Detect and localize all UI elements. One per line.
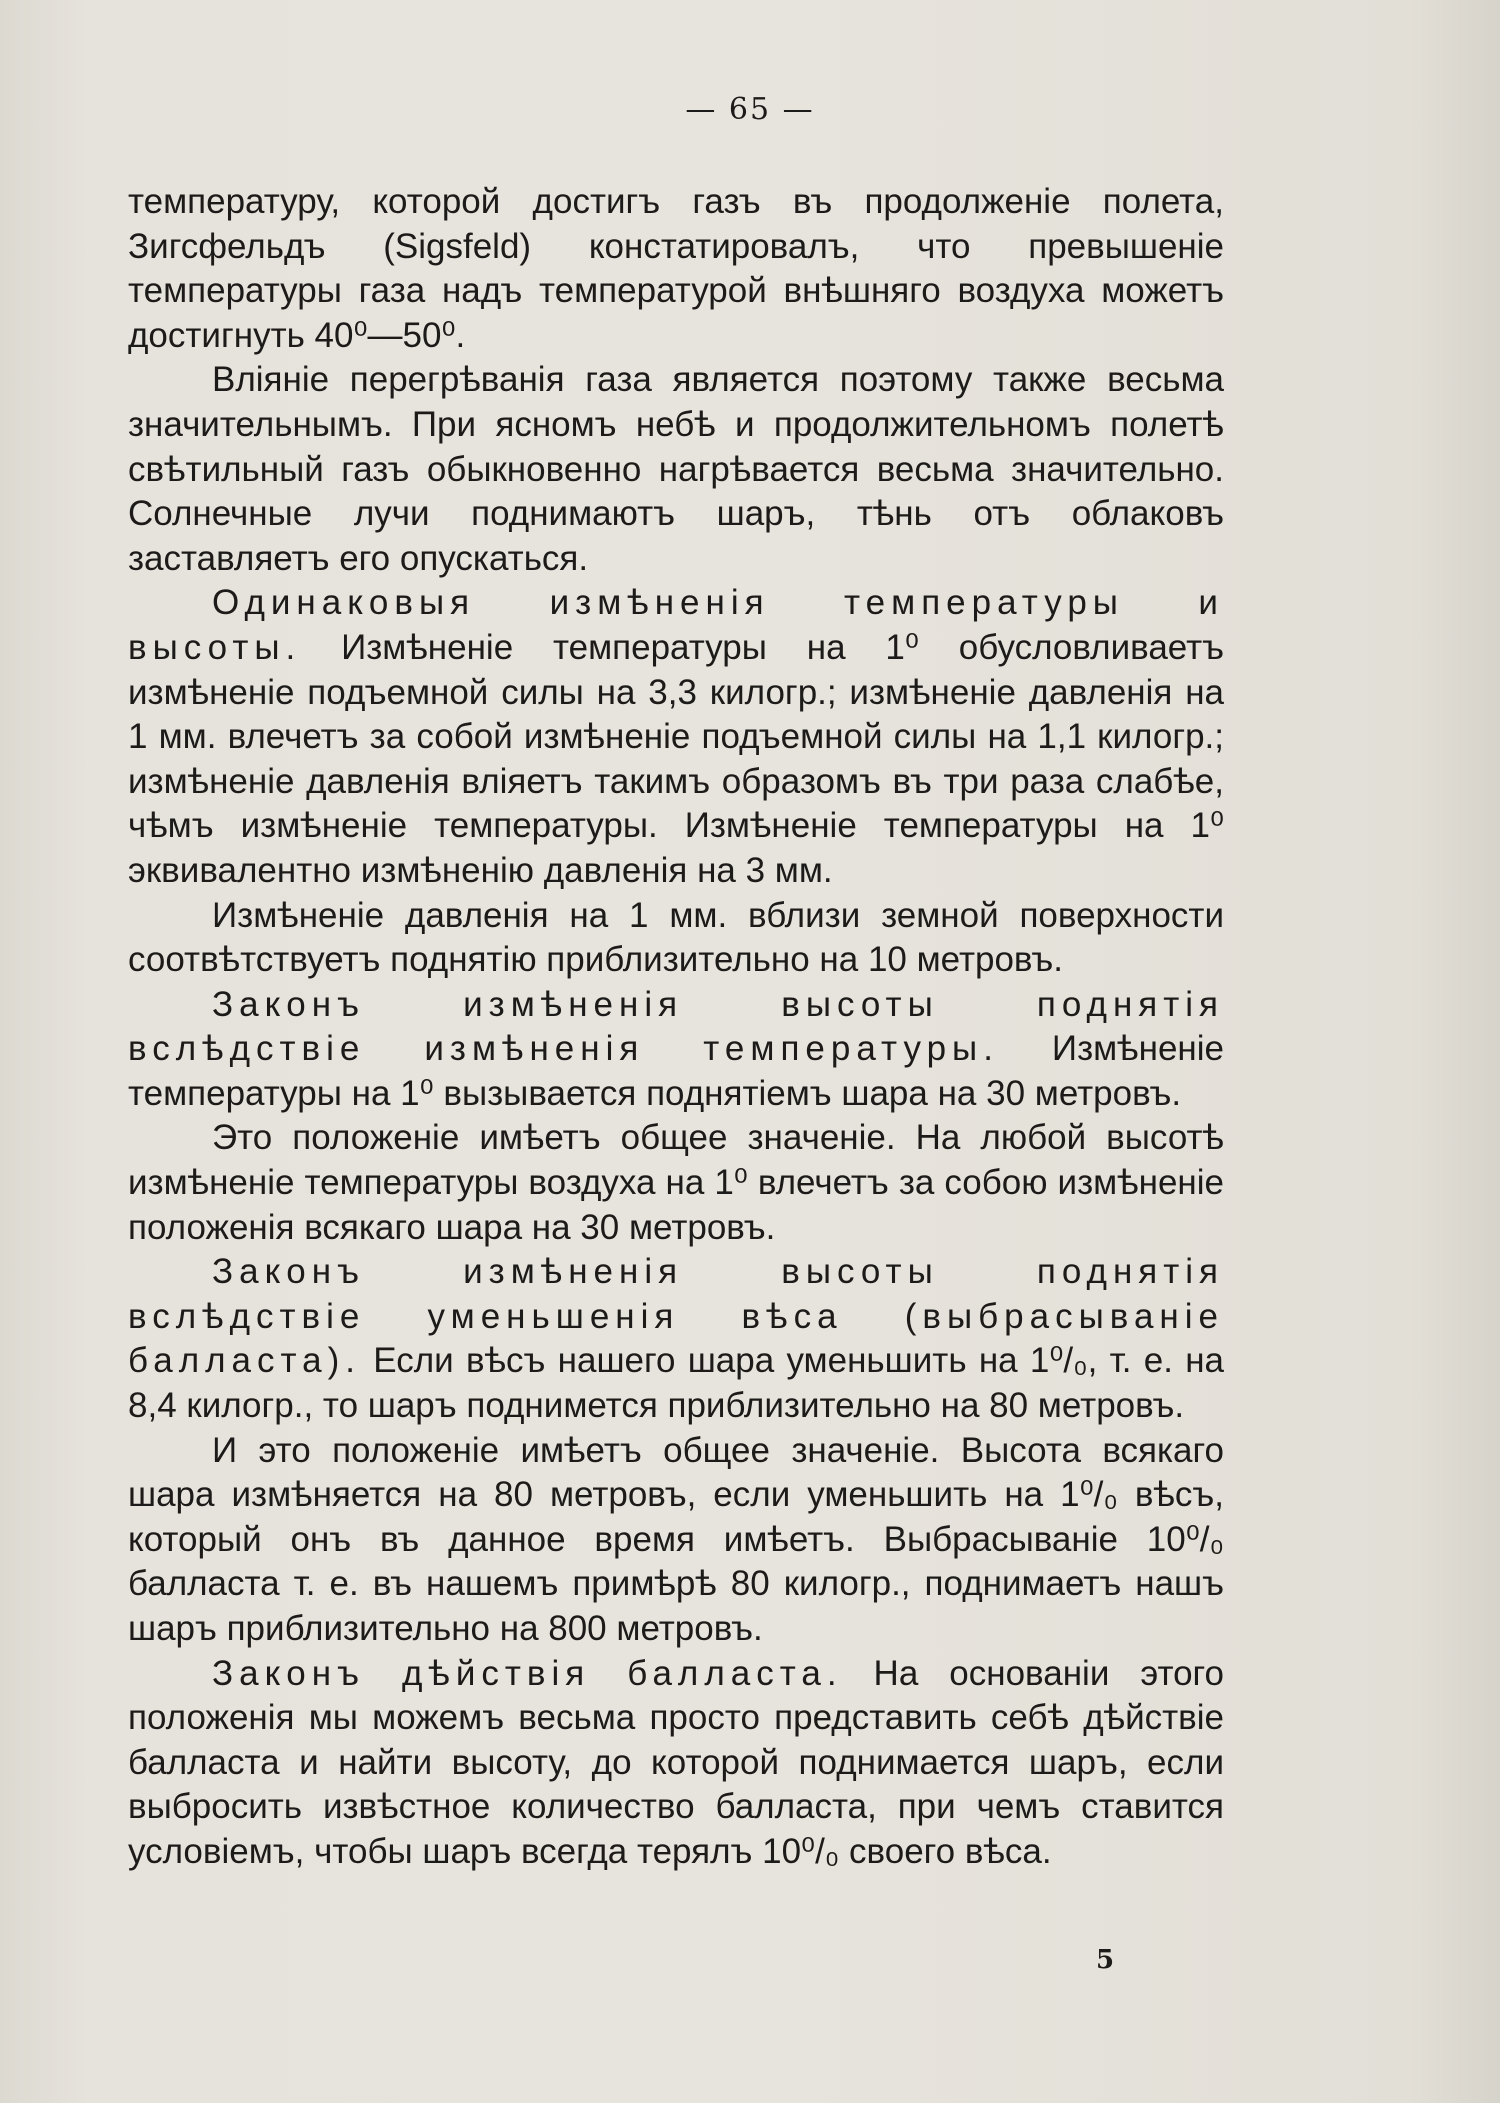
paragraph-text: Вліяніе перегрѣванія газа является поэтому также весьма значительнымъ. При ясномъ небѣ и продолжительномъ полетѣ свѣтильный газъ обыкновенно нагрѣвается весьма значительно. Солнечные лучи поднимаютъ шаръ, тѣнь отъ облаковъ заставляетъ его опускаться. <box>128 360 1224 578</box>
paragraph-7 <box>128 1250 1224 1428</box>
paragraph-text: Измѣненіе давленія на 1 мм. вблизи земной поверхности соотвѣтствуетъ поднятію приблизительно на 10 метровъ. <box>128 895 1224 980</box>
paragraph-text: Измѣненіе температуры на 1⁰ обусловливаетъ измѣненіе подъемной силы на 3,3 килогр.; измѣненіе давленія на 1 мм. влечетъ за собой измѣненіе подъемной силы на 1,1 килогр.; измѣненіе давленія вліяетъ такимъ образомъ въ три раза слабѣе, чѣмъ измѣненіе температуры. Измѣненіе температуры на 1⁰ эквивалентно измѣненію давленія на 3 мм. <box>128 627 1224 890</box>
page-number: — 65 — <box>685 92 815 127</box>
paragraph-text: Измѣненіе температуры на 1⁰ вызывается поднятіемъ шара на 30 метровъ. <box>128 1029 1224 1113</box>
paragraph-spaced-lead: Одинаковыя измѣненія температуры и высоты. <box>128 583 1224 667</box>
paragraph-4 <box>128 894 1224 983</box>
paragraph-text: Это положеніе имѣетъ общее значеніе. На любой высотѣ измѣненіе температуры воздуха на 1⁰ влечетъ за собою измѣненіе положенія всякаго шара на 30 метровъ. <box>128 1118 1224 1247</box>
paragraph-spaced-lead: Законъ дѣйствія балласта. <box>212 1653 843 1693</box>
paragraph-3 <box>128 581 1224 893</box>
paragraph-text: температуру, которой достигъ газъ въ продолженіе полета, Зигсфельдъ (Sigsfeld) констатировалъ, что превышеніе температуры газа надъ температурой внѣшняго воздуха можетъ достигнуть 40⁰—50⁰. <box>128 182 1224 355</box>
paragraph-1 <box>128 180 1224 358</box>
paragraph-spaced-lead: Законъ измѣненія высоты поднятія вслѣдствіе измѣненія температуры. <box>128 984 1224 1069</box>
paragraph-text: Если вѣсъ нашего шара уменьшить на 1⁰/₀, т. е. на 8,4 килогр., то шаръ поднимется приблизительно на 80 метровъ. <box>128 1341 1224 1426</box>
paragraph-9 <box>128 1652 1224 1875</box>
paragraph-spaced-lead: Законъ измѣненія высоты поднятія вслѣдствіе уменьшенія вѣса (выбрасываніе балласта). <box>128 1252 1224 1381</box>
paragraph-8 <box>128 1429 1224 1652</box>
paragraph-5 <box>128 983 1224 1117</box>
paragraph-text: На основаніи этого положенія мы можемъ весьма просто представить себѣ дѣйствіе балласта и найти высоту, до которой поднимается шаръ, если выбросить извѣстное количество балласта, при чемъ ставится условіемъ, чтобы шаръ всегда терялъ 10⁰/₀ своего вѣса. <box>128 1653 1225 1871</box>
paragraph-6 <box>128 1116 1224 1250</box>
paragraph-2 <box>128 358 1224 581</box>
paragraph-text: И это положеніе имѣетъ общее значеніе. Высота всякаго шара измѣняется на 80 метровъ, если уменьшить на 1⁰/₀ вѣсъ, который онъ въ данное время имѣетъ. Выбрасываніе 10⁰/₀ балласта т. е. въ нашемъ примѣрѣ 80 килогр., поднимаетъ нашъ шаръ приблизительно на 800 метровъ. <box>128 1430 1224 1648</box>
signature-mark: 5 <box>1096 1945 1115 1975</box>
body-text <box>128 180 1224 1875</box>
